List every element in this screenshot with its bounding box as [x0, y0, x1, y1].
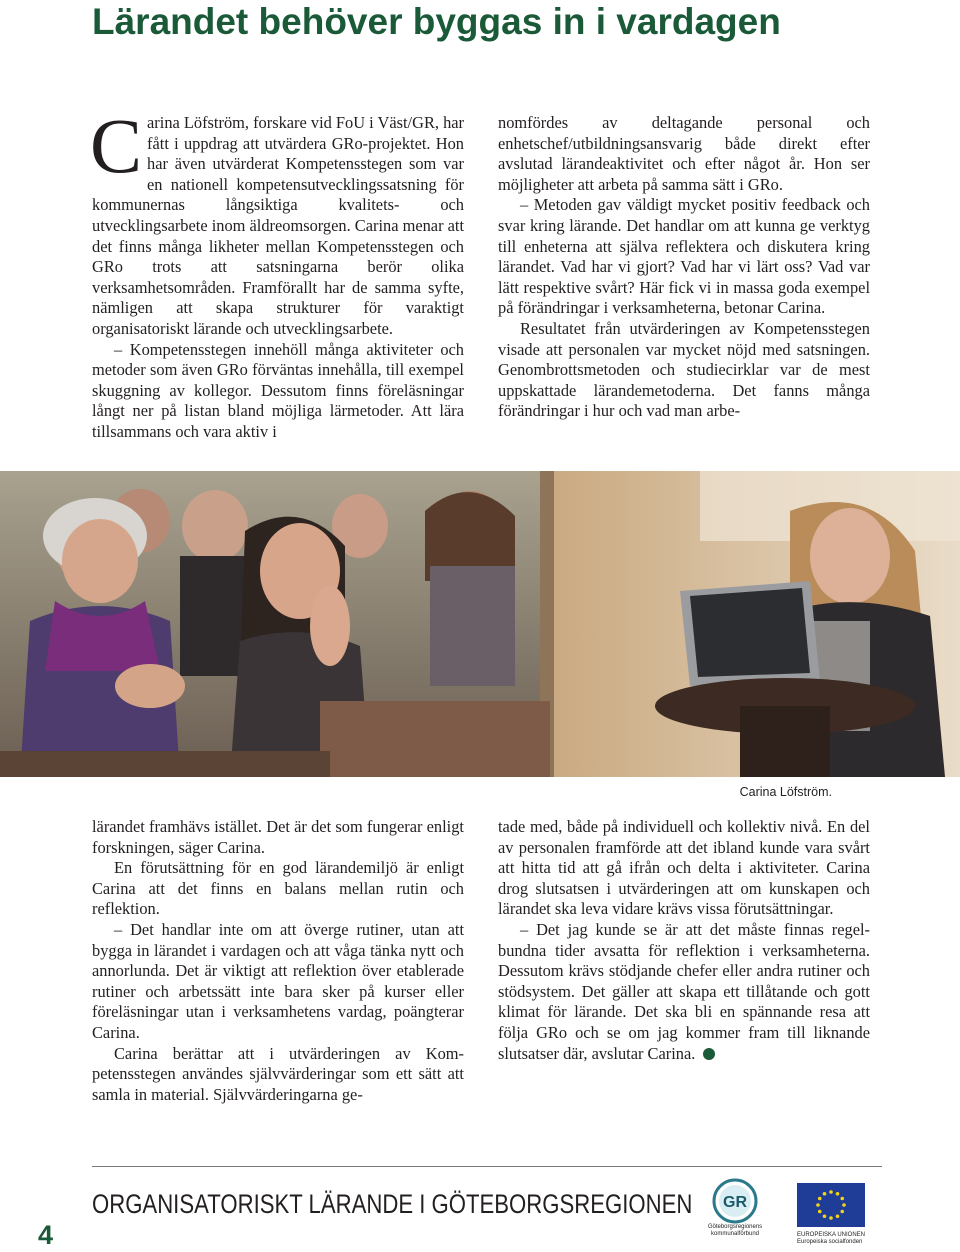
article-photo: [0, 471, 960, 777]
text-column-top-right: [498, 113, 870, 422]
eu-star-icon: [816, 1203, 820, 1207]
eu-star-icon: [823, 1214, 827, 1218]
paragraph: [498, 920, 870, 1064]
gr-logo-mark-text: GR: [723, 1194, 747, 1211]
paragraph: Resultatet från utvärderingen av Kompetensstegen visade att personalen var mycket nöjd med satsningen. Genombrottsmetoden och studiecirklar var de mest uppskattade lärandemetoderna. Det fanns många förändringar i hur och vad man arbe-: [498, 318, 870, 421]
eu-star-icon: [836, 1192, 840, 1196]
publication-title: ORGANISATORISKT LÄRANDE I GÖTEBORGSREGIONEN: [92, 1189, 693, 1219]
eu-logo: [797, 1183, 877, 1246]
paragraph: – Kompetensstegen innehöll många aktiviteter och metoder som även GRo förväntas innehålla, till exempel skuggning av kollegor. Dessutom finns föreläsningar långt ner på listan bland möjliga lärmetoder. Att lära tillsammans och vara aktiv i: [92, 339, 464, 441]
paragraph-text: arina Löfström, forskare vid FoU i Väst/GR, har fått i uppdrag att utvärdera GRo-projektet. Hon har även utvärderat Kompetensstegen som var en nationell kompetensutvecklingssatsning för kommunernas långsiktiga kvalitets- och utvecklingsarbete inom äldreomsorgen. Carina menar att det finns många likheter mellan Kompetensstegen och GRo trots att satsningarna berör olika verksamhetsområden. Framförallt har de samma syfte, nämligen att skapa strukturer för varaktigt organisatoriskt lärande och utvecklingsarbete.: [92, 113, 465, 338]
eu-logo-line1: EUROPEISKA UNIONEN: [797, 1232, 866, 1238]
footer-divider: [92, 1166, 882, 1167]
paragraph: Carina berättar att i utvärderingen av Kompetensstegen användes självvärderingar som ett sätt att samla in material. Självvärderingarna ge-: [92, 1043, 464, 1104]
eu-flag-icon: [797, 1183, 865, 1227]
eu-star-icon: [829, 1216, 833, 1220]
paragraph: tade med, både på individuell och kollektiv nivå. En del av personalen framförde att det ibland kunde vara svårt att hitta tid att gå ifrån och delta i aktiviteter. Carina drog slutsatsen i utvärderingen att om kunskapen och lärandet ska leva vidare krävs vissa förutsättningar.: [498, 817, 870, 919]
photo-caption: Carina Löfström.: [739, 785, 832, 799]
gr-logo-line1: Göteborgsregionens: [707, 1224, 763, 1230]
paragraph: – Metoden gav väldigt mycket positiv feedback och svar kring lärande. Det handlar om att kunna ge verktyg till enheterna att själva reflektera och diskutera kring lärandet. Vad har vi gjort? Vad har vi lärt oss? Vad var lätt respektive svårt? Här fick vi in massa goda exempel på förändringar i verksamheterna, betonar Carina.: [498, 195, 870, 318]
photo-illustration: [0, 471, 960, 777]
paragraph-text: – Det jag kunde se är att det måste finnas regelbundna tider avsatta för reflektion i verksamheterna. Dessutom krävs stödjande chefer eller andra rutiner och stödsystem. Det gäller att skapa ett tillåtande och gott klimat för lärande. Det ska bli en spännande resa att följa GRo och se om jag kommer fram till liknande slutsatser där, avslutar Carina.: [498, 919, 870, 1063]
eu-logo-line2: Europeiska socialfonden: [797, 1239, 863, 1245]
eu-star-icon: [836, 1214, 840, 1218]
gr-logo: [700, 1178, 770, 1238]
text-column-top-left: [90, 102, 465, 443]
gr-logo-mark: [712, 1178, 758, 1224]
eu-star-icon: [818, 1210, 822, 1214]
eu-star-icon: [840, 1210, 844, 1214]
eu-star-icon: [840, 1197, 844, 1201]
eu-star-icon: [818, 1197, 822, 1201]
filled-circle-icon: [703, 1048, 715, 1060]
eu-star-icon: [842, 1203, 846, 1207]
paragraph: En förutsättning för en god lärandemiljö är enligt Carina att det finns en balans mellan rutin och reflektion.: [92, 858, 464, 919]
article-title: Lärandet behöver byggas in i vardagen: [92, 1, 781, 42]
text-column-bottom-right: [498, 817, 870, 1064]
text-column-bottom-left: [92, 817, 464, 1105]
page-number: 4: [38, 1220, 54, 1250]
eu-star-icon: [823, 1192, 827, 1196]
drop-cap: C: [90, 102, 143, 189]
paragraph: – Det handlar inte om att överge rutiner, utan att bygga in lärandet i vardagen och att våga tänka nytt och annorlunda. Det är viktigt att reflektion över etablerade rutiner och arbetssätt inte bara sker på kurser eller föreläsningar utan i verksamhetens vardag, poängterar Carina.: [92, 919, 464, 1042]
paragraph: nomfördes av deltagande personal och enhetschef/utbildningsansvarig både direkt efter avslutad lärandeaktivitet och efter något år. Hon ser möjligheter att arbeta på samma sätt i GRo.: [498, 113, 870, 194]
gr-logo-line2: kommunalförbund: [710, 1231, 760, 1237]
paragraph: lärandet framhävs istället. Det är det som fungerar enligt forskningen, säger Carina.: [92, 817, 464, 857]
paragraph: [90, 102, 465, 340]
eu-star-icon: [829, 1190, 833, 1194]
